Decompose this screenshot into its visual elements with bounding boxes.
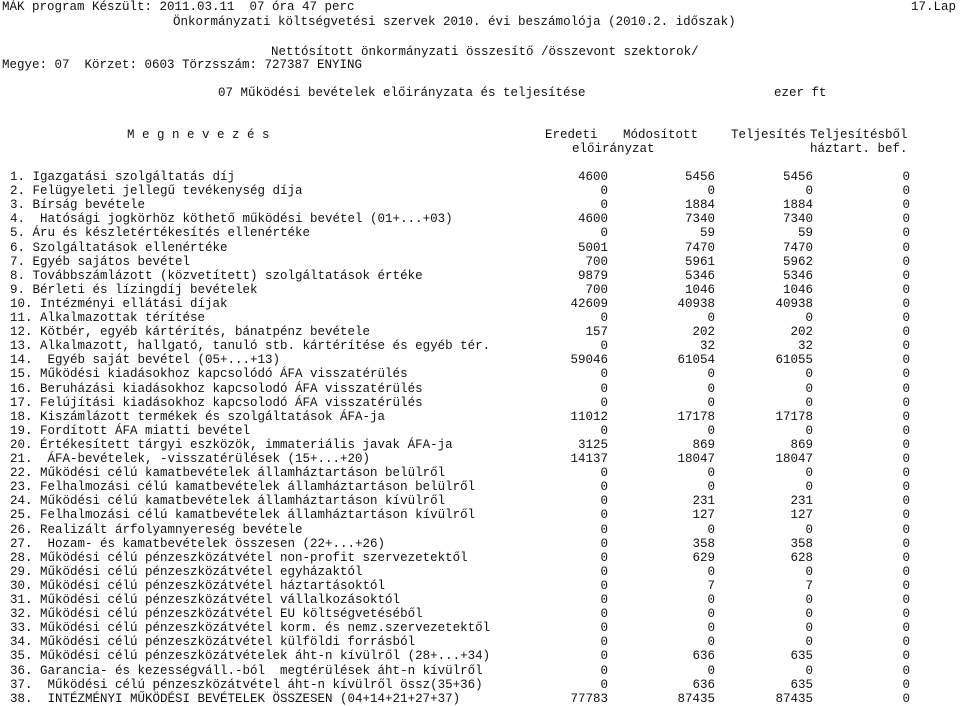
from-actual-value: 0 bbox=[902, 452, 910, 466]
modified-value: 127 bbox=[692, 508, 715, 523]
modified-value: 0 bbox=[707, 522, 715, 537]
actual-value: 1884 bbox=[782, 198, 813, 213]
original-value: 0 bbox=[600, 423, 608, 438]
from-actual-value: 0 bbox=[902, 564, 910, 579]
original-value: 42609 bbox=[570, 296, 608, 311]
actual-value: 0 bbox=[805, 564, 813, 579]
modified-value: 0 bbox=[707, 466, 715, 481]
modified-value: 61054 bbox=[677, 353, 715, 368]
original-value: 5001 bbox=[577, 240, 608, 255]
row-label: 17. Felújítási kiadásokhoz kapcsolodó ÁFA visszatérülés bbox=[10, 395, 423, 410]
table-row bbox=[0, 466, 960, 480]
table-row bbox=[0, 480, 960, 494]
table-row bbox=[0, 537, 960, 551]
original-value: 0 bbox=[600, 198, 608, 213]
table-row bbox=[0, 396, 960, 410]
actual-value: 5346 bbox=[782, 268, 813, 283]
modified-value: 0 bbox=[707, 663, 715, 678]
actual-value: 1046 bbox=[782, 282, 813, 297]
table-row bbox=[0, 339, 960, 353]
original-value: 0 bbox=[600, 466, 608, 481]
original-value: 9879 bbox=[577, 268, 608, 283]
table-row bbox=[0, 367, 960, 381]
modified-value: 202 bbox=[692, 325, 715, 340]
modified-value: 1046 bbox=[684, 282, 715, 297]
from-actual-value: 0 bbox=[902, 649, 910, 664]
row-label: 18. Kiszámlázott termékek és szolgáltatások ÁFA-ja bbox=[10, 409, 386, 424]
from-actual-value: 0 bbox=[902, 437, 910, 452]
program-info: MÁK program Készült: 2011.03.11 07 óra 47 perc bbox=[2, 0, 355, 14]
row-label: 7. Egyéb sajátos bevétel bbox=[10, 254, 191, 269]
actual-value: 635 bbox=[790, 677, 813, 692]
table-row bbox=[0, 212, 960, 226]
modified-value: 636 bbox=[692, 677, 715, 692]
original-value: 0 bbox=[600, 607, 608, 622]
modified-value: 869 bbox=[692, 437, 715, 452]
original-value: 4600 bbox=[577, 170, 608, 184]
unit-label: ezer ft bbox=[774, 86, 827, 100]
column-header-modified: Módosított bbox=[623, 128, 699, 142]
from-actual-value: 0 bbox=[902, 268, 910, 283]
modified-value: 1884 bbox=[684, 198, 715, 213]
original-value: 700 bbox=[585, 282, 608, 297]
actual-value: 0 bbox=[805, 423, 813, 438]
original-value: 0 bbox=[600, 395, 608, 410]
table-row bbox=[0, 551, 960, 565]
from-actual-value: 0 bbox=[902, 578, 910, 593]
column-header-name: M e g n e v e z é s bbox=[127, 128, 270, 142]
from-actual-value: 0 bbox=[902, 353, 910, 368]
original-value: 4600 bbox=[577, 212, 608, 227]
from-actual-value: 0 bbox=[902, 663, 910, 678]
original-value: 0 bbox=[600, 494, 608, 509]
actual-value: 7 bbox=[805, 578, 813, 593]
row-label: 27. Hozam- és kamatbevételek összesen (22+...+26) bbox=[10, 536, 386, 551]
table-row bbox=[0, 269, 960, 283]
page-number: 17.Lap bbox=[910, 0, 956, 14]
row-label: 4. Hatósági jogkörhöz köthető működési bevétel (01+...+03) bbox=[10, 212, 453, 227]
row-label: 22. Működési célú kamatbevételek államháztartáson belülről bbox=[10, 466, 446, 481]
table-row bbox=[0, 593, 960, 607]
table-row bbox=[0, 241, 960, 255]
row-label: 35. Működési célú pénzeszközátvételek áht-n kívülről (28+...+34) bbox=[10, 649, 491, 664]
modified-value: 0 bbox=[707, 480, 715, 495]
modified-value: 5456 bbox=[684, 170, 715, 184]
modified-value: 0 bbox=[707, 395, 715, 410]
row-label: 32. Működési célú pénzeszközátvétel EU költségvetéséből bbox=[10, 607, 423, 622]
actual-value: 0 bbox=[805, 607, 813, 622]
original-value: 0 bbox=[600, 480, 608, 495]
row-label: 19. Fordított ÁFA miatti bevétel bbox=[10, 423, 251, 438]
modified-value: 0 bbox=[707, 564, 715, 579]
from-actual-value: 0 bbox=[902, 494, 910, 509]
original-value: 0 bbox=[600, 536, 608, 551]
original-value: 0 bbox=[600, 564, 608, 579]
modified-value: 0 bbox=[707, 184, 715, 199]
original-value: 0 bbox=[600, 663, 608, 678]
modified-value: 358 bbox=[692, 536, 715, 551]
original-value: 0 bbox=[600, 184, 608, 199]
table-row bbox=[0, 353, 960, 367]
actual-value: 87435 bbox=[775, 691, 813, 706]
column-header-from-actual: Teljesítésből bbox=[810, 128, 908, 142]
from-actual-value: 0 bbox=[902, 198, 910, 213]
actual-value: 0 bbox=[805, 311, 813, 325]
row-label: 10. Intézményi ellátási díjak bbox=[10, 296, 228, 311]
from-actual-value: 0 bbox=[902, 311, 910, 325]
from-actual-value: 0 bbox=[902, 212, 910, 227]
modified-value: 0 bbox=[707, 311, 715, 325]
actual-value: 59 bbox=[797, 226, 813, 241]
original-value: 77783 bbox=[570, 691, 608, 706]
modified-value: 7470 bbox=[684, 240, 715, 255]
from-actual-value: 0 bbox=[902, 367, 910, 382]
original-value: 0 bbox=[600, 381, 608, 396]
modified-value: 7 bbox=[707, 578, 715, 593]
table-row bbox=[0, 664, 960, 678]
table-row bbox=[0, 255, 960, 269]
actual-value: 61055 bbox=[775, 353, 813, 368]
from-actual-value: 0 bbox=[902, 522, 910, 537]
actual-value: 18047 bbox=[775, 452, 813, 466]
modified-value: 59 bbox=[699, 226, 715, 241]
row-label: 23. Felhalmozási célú kamatbevételek államháztartáson belülről bbox=[10, 480, 476, 495]
from-actual-value: 0 bbox=[902, 381, 910, 396]
modified-value: 5961 bbox=[684, 254, 715, 269]
modified-value: 0 bbox=[707, 635, 715, 650]
actual-value: 5962 bbox=[782, 254, 813, 269]
original-value: 0 bbox=[600, 226, 608, 241]
table-row bbox=[0, 523, 960, 537]
from-actual-value: 0 bbox=[902, 254, 910, 269]
table-row bbox=[0, 410, 960, 424]
original-value: 0 bbox=[600, 508, 608, 523]
table-row bbox=[0, 649, 960, 663]
from-actual-value: 0 bbox=[902, 395, 910, 410]
row-label: 33. Működési célú pénzeszközátvétel korm. és nemz.szervezetektől bbox=[10, 621, 491, 636]
row-label: 30. Működési célú pénzeszközátvétel háztartásoktól bbox=[10, 578, 386, 593]
actual-value: 202 bbox=[790, 325, 813, 340]
modified-value: 7340 bbox=[684, 212, 715, 227]
modified-value: 0 bbox=[707, 381, 715, 396]
from-actual-value: 0 bbox=[902, 677, 910, 692]
row-label: 31. Működési célú pénzeszközátvétel vállalkozásoktól bbox=[10, 593, 401, 607]
actual-value: 869 bbox=[790, 437, 813, 452]
row-label: 1. Igazgatási szolgáltatás díj bbox=[10, 170, 236, 184]
table-row bbox=[0, 198, 960, 212]
column-header-original: Eredeti bbox=[545, 128, 598, 142]
row-label: 28. Működési célú pénzeszközátvétel non-profit szervezetektől bbox=[10, 550, 468, 565]
original-value: 11012 bbox=[570, 409, 608, 424]
row-label: 14. Egyéb saját bevétel (05+...+13) bbox=[10, 353, 281, 368]
table-row bbox=[0, 438, 960, 452]
table-row bbox=[0, 170, 960, 184]
modified-value: 5346 bbox=[684, 268, 715, 283]
actual-value: 5456 bbox=[782, 170, 813, 184]
original-value: 0 bbox=[600, 339, 608, 354]
actual-value: 0 bbox=[805, 466, 813, 481]
modified-value: 18047 bbox=[677, 452, 715, 466]
from-actual-value: 0 bbox=[902, 635, 910, 650]
actual-value: 0 bbox=[805, 367, 813, 382]
original-value: 0 bbox=[600, 649, 608, 664]
table-row bbox=[0, 565, 960, 579]
row-label: 15. Működési kiadásokhoz kapcsolódó ÁFA visszatérülés bbox=[10, 367, 408, 382]
table-row bbox=[0, 297, 960, 311]
table-row bbox=[0, 283, 960, 297]
actual-value: 0 bbox=[805, 522, 813, 537]
row-label: 13. Alkalmazott, hallgató, tanuló stb. kártérítése és egyéb tér. bbox=[10, 339, 491, 354]
original-value: 0 bbox=[600, 635, 608, 650]
actual-value: 231 bbox=[790, 494, 813, 509]
modified-value: 17178 bbox=[677, 409, 715, 424]
from-actual-value: 0 bbox=[902, 480, 910, 495]
original-value: 0 bbox=[600, 311, 608, 325]
table-row bbox=[0, 382, 960, 396]
row-label: 20. Értékesített tárgyi eszközök, immateriális javak ÁFA-ja bbox=[10, 437, 453, 452]
actual-value: 32 bbox=[797, 339, 813, 354]
table-row bbox=[0, 424, 960, 438]
table-row bbox=[0, 508, 960, 522]
from-actual-value: 0 bbox=[902, 691, 910, 706]
modified-value: 0 bbox=[707, 423, 715, 438]
modified-value: 0 bbox=[707, 593, 715, 607]
from-actual-value: 0 bbox=[902, 508, 910, 523]
original-value: 0 bbox=[600, 593, 608, 607]
county-info: Megye: 07 Körzet: 0603 Törzsszám: 727387 ENYING bbox=[2, 58, 363, 72]
original-value: 59046 bbox=[570, 353, 608, 368]
actual-value: 17178 bbox=[775, 409, 813, 424]
from-actual-value: 0 bbox=[902, 282, 910, 297]
row-label: 36. Garancia- és kezességváll.-ból megtérülések áht-n kívülről bbox=[10, 663, 483, 678]
from-actual-value: 0 bbox=[902, 184, 910, 199]
original-value: 0 bbox=[600, 578, 608, 593]
actual-value: 127 bbox=[790, 508, 813, 523]
modified-value: 0 bbox=[707, 621, 715, 636]
actual-value: 358 bbox=[790, 536, 813, 551]
original-value: 157 bbox=[585, 325, 608, 340]
from-actual-value: 0 bbox=[902, 621, 910, 636]
table-row bbox=[0, 311, 960, 325]
row-label: 11. Alkalmazottak térítése bbox=[10, 311, 206, 325]
row-label: 3. Bírság bevétele bbox=[10, 198, 146, 213]
from-actual-value: 0 bbox=[902, 339, 910, 354]
from-actual-value: 0 bbox=[902, 240, 910, 255]
from-actual-value: 0 bbox=[902, 409, 910, 424]
modified-value: 0 bbox=[707, 367, 715, 382]
actual-value: 7340 bbox=[782, 212, 813, 227]
from-actual-value: 0 bbox=[902, 466, 910, 481]
actual-value: 0 bbox=[805, 381, 813, 396]
column-header-budget: előirányzat bbox=[572, 142, 655, 156]
row-label: 37. Működési célú pénzeszközátvétel áht-n kívülről össz(35+36) bbox=[10, 677, 483, 692]
table-row bbox=[0, 692, 960, 706]
table-row bbox=[0, 494, 960, 508]
table-row bbox=[0, 678, 960, 692]
column-header-from-actual-sub: háztart. bef. bbox=[810, 142, 908, 156]
from-actual-value: 0 bbox=[902, 423, 910, 438]
modified-value: 32 bbox=[699, 339, 715, 354]
actual-value: 628 bbox=[790, 550, 813, 565]
table-row bbox=[0, 452, 960, 466]
row-label: 16. Beruházási kiadásokhoz kapcsolodó ÁFA visszatérülés bbox=[10, 381, 423, 396]
table-row bbox=[0, 621, 960, 635]
original-value: 0 bbox=[600, 677, 608, 692]
from-actual-value: 0 bbox=[902, 226, 910, 241]
actual-value: 0 bbox=[805, 480, 813, 495]
report-title: Önkormányzati költségvetési szervek 2010. évi beszámolója (2010.2. időszak) bbox=[173, 15, 736, 29]
modified-value: 40938 bbox=[677, 296, 715, 311]
original-value: 3125 bbox=[577, 437, 608, 452]
actual-value: 7470 bbox=[782, 240, 813, 255]
modified-value: 0 bbox=[707, 607, 715, 622]
actual-value: 635 bbox=[790, 649, 813, 664]
row-label: 8. Továbbszámlázott (közvetített) szolgáltatások értéke bbox=[10, 268, 423, 283]
row-label: 12. Kötbér, egyéb kártérítés, bánatpénz bevétele bbox=[10, 325, 371, 340]
from-actual-value: 0 bbox=[902, 296, 910, 311]
column-header-actual: Teljesítés bbox=[731, 128, 807, 142]
table-row bbox=[0, 635, 960, 649]
row-label: 25. Felhalmozási célú kamatbevételek államháztartáson kívülről bbox=[10, 508, 476, 523]
modified-value: 629 bbox=[692, 550, 715, 565]
row-label: 38. INTÉZMÉNYI MŰKÖDÉSI BEVÉTELEK ÖSSZESEN (04+14+21+27+37) bbox=[10, 691, 461, 706]
actual-value: 0 bbox=[805, 663, 813, 678]
row-label: 21. ÁFA-bevételek, -visszatérülések (15+...+20) bbox=[10, 452, 371, 466]
row-label: 26. Realizált árfolyamnyereség bevétele bbox=[10, 522, 303, 537]
from-actual-value: 0 bbox=[902, 536, 910, 551]
actual-value: 40938 bbox=[775, 296, 813, 311]
original-value: 0 bbox=[600, 367, 608, 382]
row-label: 5. Áru és készletértékesítés ellenértéke bbox=[10, 226, 311, 241]
original-value: 0 bbox=[600, 621, 608, 636]
row-label: 2. Felügyeleti jellegű tevékenység díja bbox=[10, 184, 303, 199]
actual-value: 0 bbox=[805, 635, 813, 650]
original-value: 14137 bbox=[570, 452, 608, 466]
row-label: 24. Működési célú kamatbevételek államháztartáson kívülről bbox=[10, 494, 446, 509]
section-title: 07 Működési bevételek előirányzata és teljesítése bbox=[218, 86, 586, 100]
actual-value: 0 bbox=[805, 184, 813, 199]
table-row bbox=[0, 607, 960, 621]
table-row bbox=[0, 325, 960, 339]
original-value: 700 bbox=[585, 254, 608, 269]
from-actual-value: 0 bbox=[902, 607, 910, 622]
row-label: 6. Szolgáltatások ellenértéke bbox=[10, 240, 228, 255]
original-value: 0 bbox=[600, 550, 608, 565]
original-value: 0 bbox=[600, 522, 608, 537]
row-label: 34. Működési célú pénzeszközátvétel külföldi forrásból bbox=[10, 635, 416, 650]
row-label: 9. Bérleti és lízingdíj bevételek bbox=[10, 282, 258, 297]
report-subtitle: Nettósított önkormányzati összesítő /összevont szektorok/ bbox=[271, 45, 699, 59]
from-actual-value: 0 bbox=[902, 550, 910, 565]
table-row bbox=[0, 579, 960, 593]
actual-value: 0 bbox=[805, 395, 813, 410]
row-label: 29. Működési célú pénzeszközátvétel egyházaktól bbox=[10, 564, 363, 579]
table-row bbox=[0, 226, 960, 240]
modified-value: 231 bbox=[692, 494, 715, 509]
actual-value: 0 bbox=[805, 593, 813, 607]
table-row bbox=[0, 184, 960, 198]
from-actual-value: 0 bbox=[902, 593, 910, 607]
modified-value: 87435 bbox=[677, 691, 715, 706]
actual-value: 0 bbox=[805, 621, 813, 636]
modified-value: 636 bbox=[692, 649, 715, 664]
from-actual-value: 0 bbox=[902, 170, 910, 184]
from-actual-value: 0 bbox=[902, 325, 910, 340]
